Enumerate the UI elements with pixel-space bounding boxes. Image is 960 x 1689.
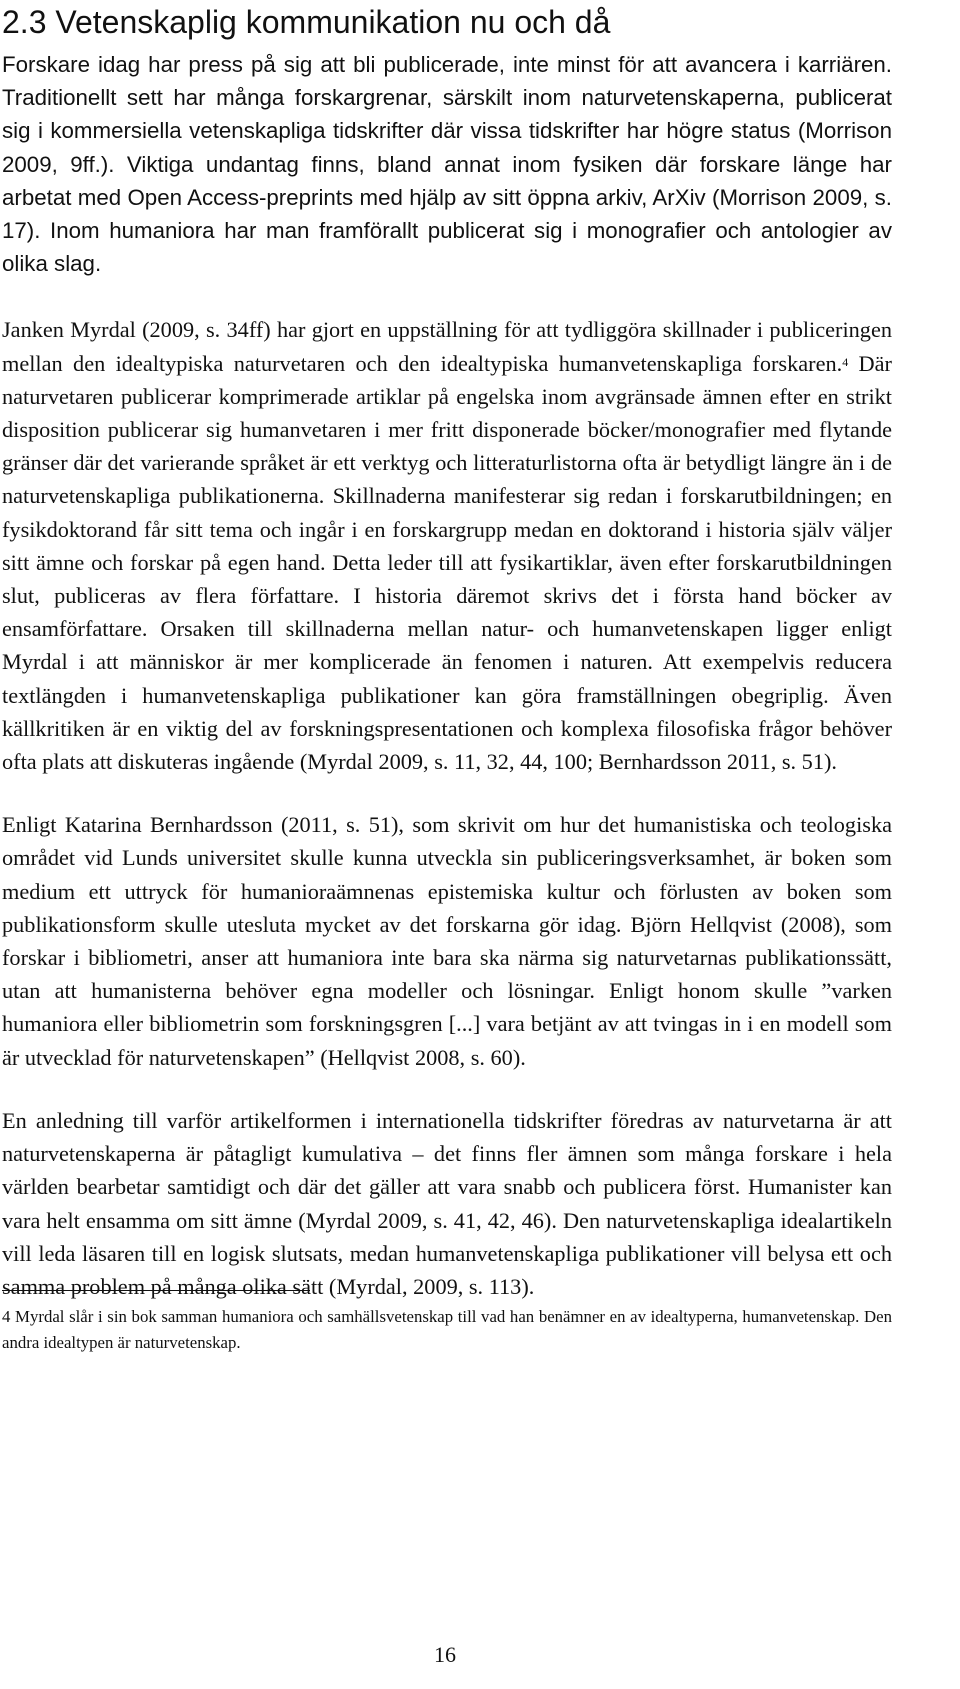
- page-number: 16: [434, 1642, 456, 1667]
- paragraph-2: [2, 313, 892, 778]
- footnote-reference[interactable]: 4: [842, 354, 849, 369]
- paragraph-2-text-after: Där naturvetaren publicerar komprimerade artiklar på engelska inom avgränsade ämnen efter en strikt disposition publicerar sig humanvetaren i mer fritt disponerade böcker/monografier med flytande gränser där det varierande språket är ett verktyg och litteraturlistorna ofta är betydligt längre än i de naturvetenskapliga publikationerna. Skillnaderna manifesterar sig redan i forskarutbildningen; en fysikdoktorand får sitt tema och ingår i en forskargrupp medan en doktorand i historia själv väljer sitt ämne och forskar på egen hand. Detta leder till att fysikartiklar, även efter forskarutbildningen slut, publiceras av flera författare. I historia däremot skrivs det i första hand böcker av ensamförfattare. Orsaken till skillnaderna mellan natur- och humanvetenskapen ligger enligt Myrdal i att människor är mer komplicerade än fenomen i naturen. Att exempelvis reducera textlängden i humanvetenskapliga publikationer kan göra framställningen obegriplig. Även källkritiken är en viktig del av forskningspresentationen och komplexa filosofiska frågor behöver ofta plats att diskuteras ingående (Myrdal 2009, s. 11, 32, 44, 100; Bernhardsson 2011, s. 51).: [2, 350, 892, 775]
- paragraph-1-text-b: Viktiga undantag finns, bland annat inom fysiken där forskare länge har arbetat med Open Access-preprints med hjälp av sitt öppna arkiv, ArXiv (Morrison 2009, s. 17).: [2, 151, 892, 244]
- footnote-separator: [2, 1290, 310, 1291]
- paragraph-2-text-before: Janken Myrdal (2009, s. 34ff) har gjort en uppställning för att tydliggöra skillnader i publiceringen mellan den idealtypiska naturvetaren och den idealtypiska humanvetenskapliga forskaren.: [2, 317, 892, 376]
- paragraph-3: Enligt Katarina Bernhardsson (2011, s. 51), som skrivit om hur det humanistiska och teologiska området vid Lunds universitet skulle kunna utveckla sin publiceringsverksamhet, är boken som medium ett uttryck för humanioraämnenas epistemiska kultur och förlusten av boken som publikationsform skulle utesluta mycket av det forskarna gör idag. Björn Hellqvist (2008), som forskar i bibliometri, anser att humaniora inte bara ska närma sig naturvetarnas publikationssätt, utan att humanisterna behöver egna modeller och lösningar. Enligt honom skulle ”varken humaniora eller bibliometrin som forskningsgren [...] vara betjänt av att tvingas in i en modell som är utvecklad för naturvetenskapen” (Hellqvist 2008, s. 60).: [2, 812, 892, 1070]
- paragraph-1-text-c: Inom humaniora har man framförallt publicerat sig i monografier och antologier av olika slag.: [2, 218, 892, 277]
- paragraph-4: En anledning till varför artikelformen i internationella tidskrifter föredras av naturvetarna är att naturvetenskaperna är påtagligt kumulativa – det finns fler ämnen som många forskare i hela världen bearbetar samtidigt och där det gäller att vara snabb och publicera först. Humanister kan vara helt ensamma om sitt ämne (Myrdal 2009, s. 41, 42, 46). Den naturvetenskapliga idealartikeln vill leda läsaren till en logisk slutsats, medan humanvetenskapliga publikationer vill belysa ett och samma problem på många olika sätt (Myrdal, 2009, s. 113).: [2, 1107, 892, 1299]
- section-heading: 2.3 Vetenskaplig kommunikation nu och då: [2, 4, 611, 40]
- paragraph-1-text-a: Forskare idag har press på sig att bli publicerade, inte minst för att avancera i karriären. Traditionellt sett har många forskargrenar, särskilt inom naturvetenskaperna, publicerat sig i kommersiella vetenskapliga tidskrifter där vissa tidskrifter har högre status (Morrison 2009, 9ff.).: [2, 52, 892, 177]
- footnote: 4 Myrdal slår i sin bok samman humaniora och samhällsvetenskap till vad han benämner en av idealtyperna, humanvetenskap. Den andra idealtypen är naturvetenskap.: [2, 1307, 892, 1352]
- paragraph-1: [2, 48, 892, 280]
